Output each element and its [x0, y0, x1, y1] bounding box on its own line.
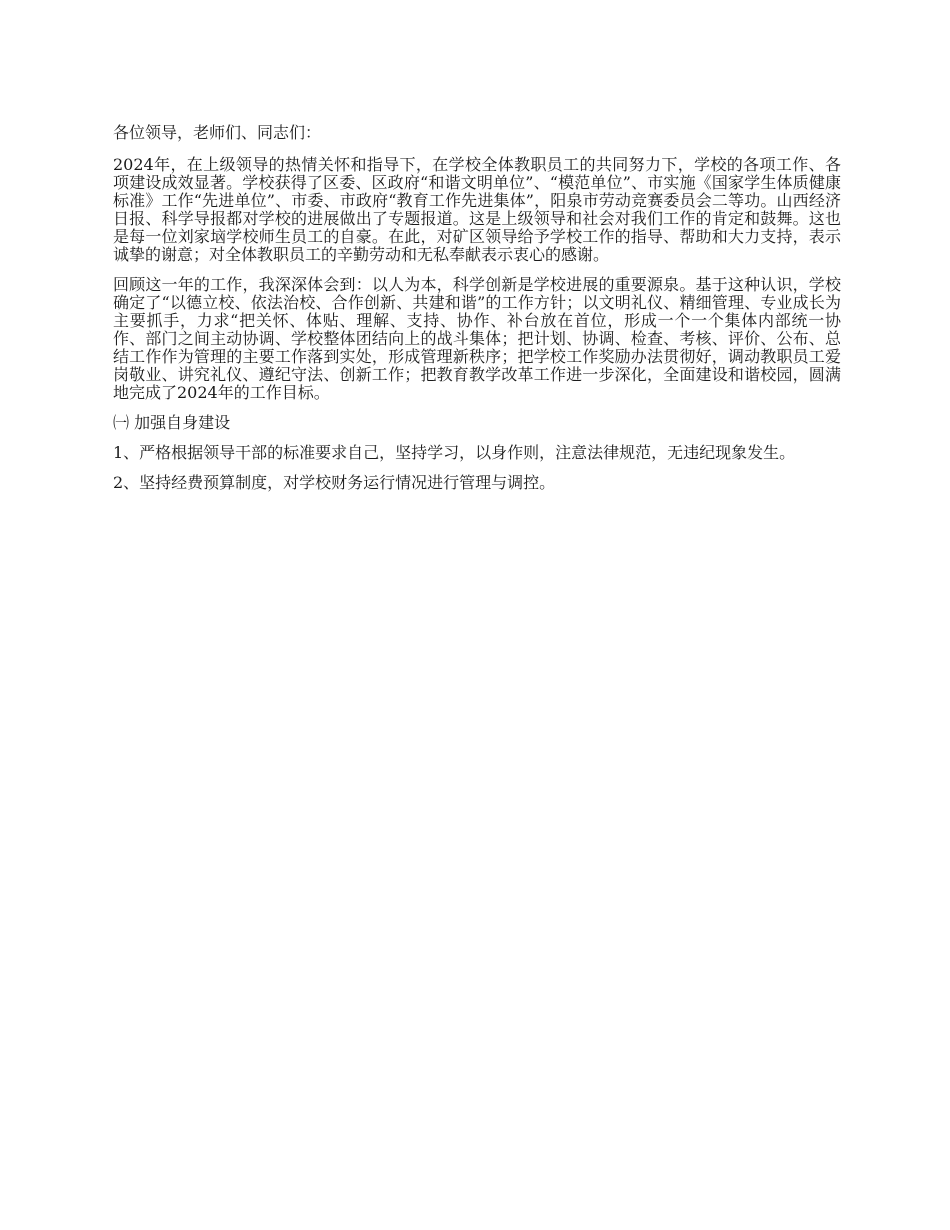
salutation: 各位领导，老师们、同志们：	[113, 123, 322, 142]
section-heading: ㈠ 加强自身建设	[113, 413, 231, 432]
list-item: 1、严格根据领导干部的标准要求自己，坚持学习，以身作则，注意法律规范，无违纪现象发生。	[113, 443, 796, 462]
paragraph-achievements: 2024年，在上级领导的热情关怀和指导下，在学校全体教职员工的共同努力下，学校的各项工作、各项建设成效显著。学校获得了区委、区政府“和谐文明单位”、“模范单位”、市实施《国家学生体质健康标准》工作“先进单位”、市委、市政府“教育工作先进集体”，阳泉市劳动竞赛委员会二等功。山西经济日报、科学导报都对学校的进展做出了专题报道。这是上级领导和社会对我们工作的肯定和鼓舞。这也是每一位刘家垴学校师生员工的自豪。在此，对矿区领导给予学校工作的指导、帮助和大力支持，表示诚挚的谢意；对全体教职员工的辛勤劳动和无私奉献表示衷心的感谢。	[113, 155, 841, 264]
paragraph-review: 回顾这一年的工作，我深深体会到：以人为本，科学创新是学校进展的重要源泉。基于这种认识，学校确定了“以德立校、依法治校、合作创新、共建和谐”的工作方针；以文明礼仪、精细管理、专业成长为主要抓手，力求“把关怀、体贴、理解、支持、协作、补台放在首位，形成一个一个集体内部统一协作、部门之间主动协调、学校整体团结向上的战斗集体；把计划、协调、检查、考核、评价、公布、总结工作作为管理的主要工作落到实处，形成管理新秩序；把学校工作奖励办法贯彻好，调动教职员工爱岗敬业、讲究礼仪、遵纪守法、创新工作；把教育教学改革工作进一步深化，全面建设和谐校园，圆满地完成了2024年的工作目标。	[113, 275, 841, 402]
list-item: 2、坚持经费预算制度，对学校财务运行情况进行管理与调控。	[113, 473, 556, 492]
document-body	[113, 124, 841, 504]
